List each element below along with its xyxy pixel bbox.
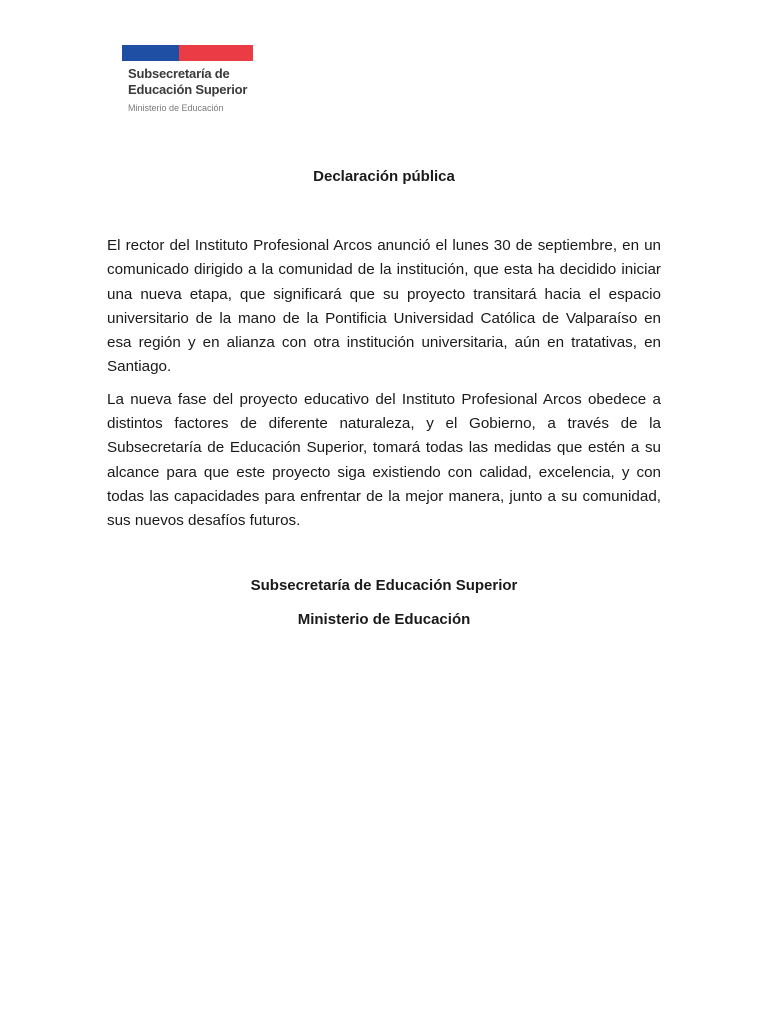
- signature-ministry: Ministerio de Educación: [297, 611, 471, 628]
- flag-red-segment: [179, 45, 253, 61]
- header-logo: [122, 45, 262, 113]
- logo-ministry: Ministerio de Educación: [128, 103, 224, 113]
- paragraph-1: El rector del Instituto Profesional Arcos anunció el lunes 30 de septiembre, en un comunicado dirigido a la comunidad de la institución, que esta ha decidido iniciar una nueva etapa, que significará que su proyecto transitará hacia el espacio universitario de la mano de la Pontificia Universidad Católica de Valparaíso en esa región y en alianza con otra institución universitaria, aún en tratativas, en Santiago.: [107, 237, 661, 376]
- document-title: Declaración pública: [313, 168, 455, 185]
- flag-blue-segment: [122, 45, 179, 61]
- flag-color-bar: [122, 45, 253, 61]
- paragraph-2: La nueva fase del proyecto educativo del Instituto Profesional Arcos obedece a distintos factores de diferente naturaleza, y el Gobierno, a través de la Subsecretaría de Educación Superior, tomará todas las medidas que estén a su alcance para que este proyecto siga existiendo con calidad, excelencia, y con todas las capacidades para enfrentar de la mejor manera, junto a su comunidad, sus nuevos desafíos futuros.: [107, 390, 661, 530]
- document-body: [107, 234, 661, 542]
- logo-org-line2: Educación Superior: [128, 82, 248, 97]
- signature-organization: Subsecretaría de Educación Superior: [250, 577, 518, 594]
- logo-org-line1: Subsecretaría de: [128, 66, 230, 81]
